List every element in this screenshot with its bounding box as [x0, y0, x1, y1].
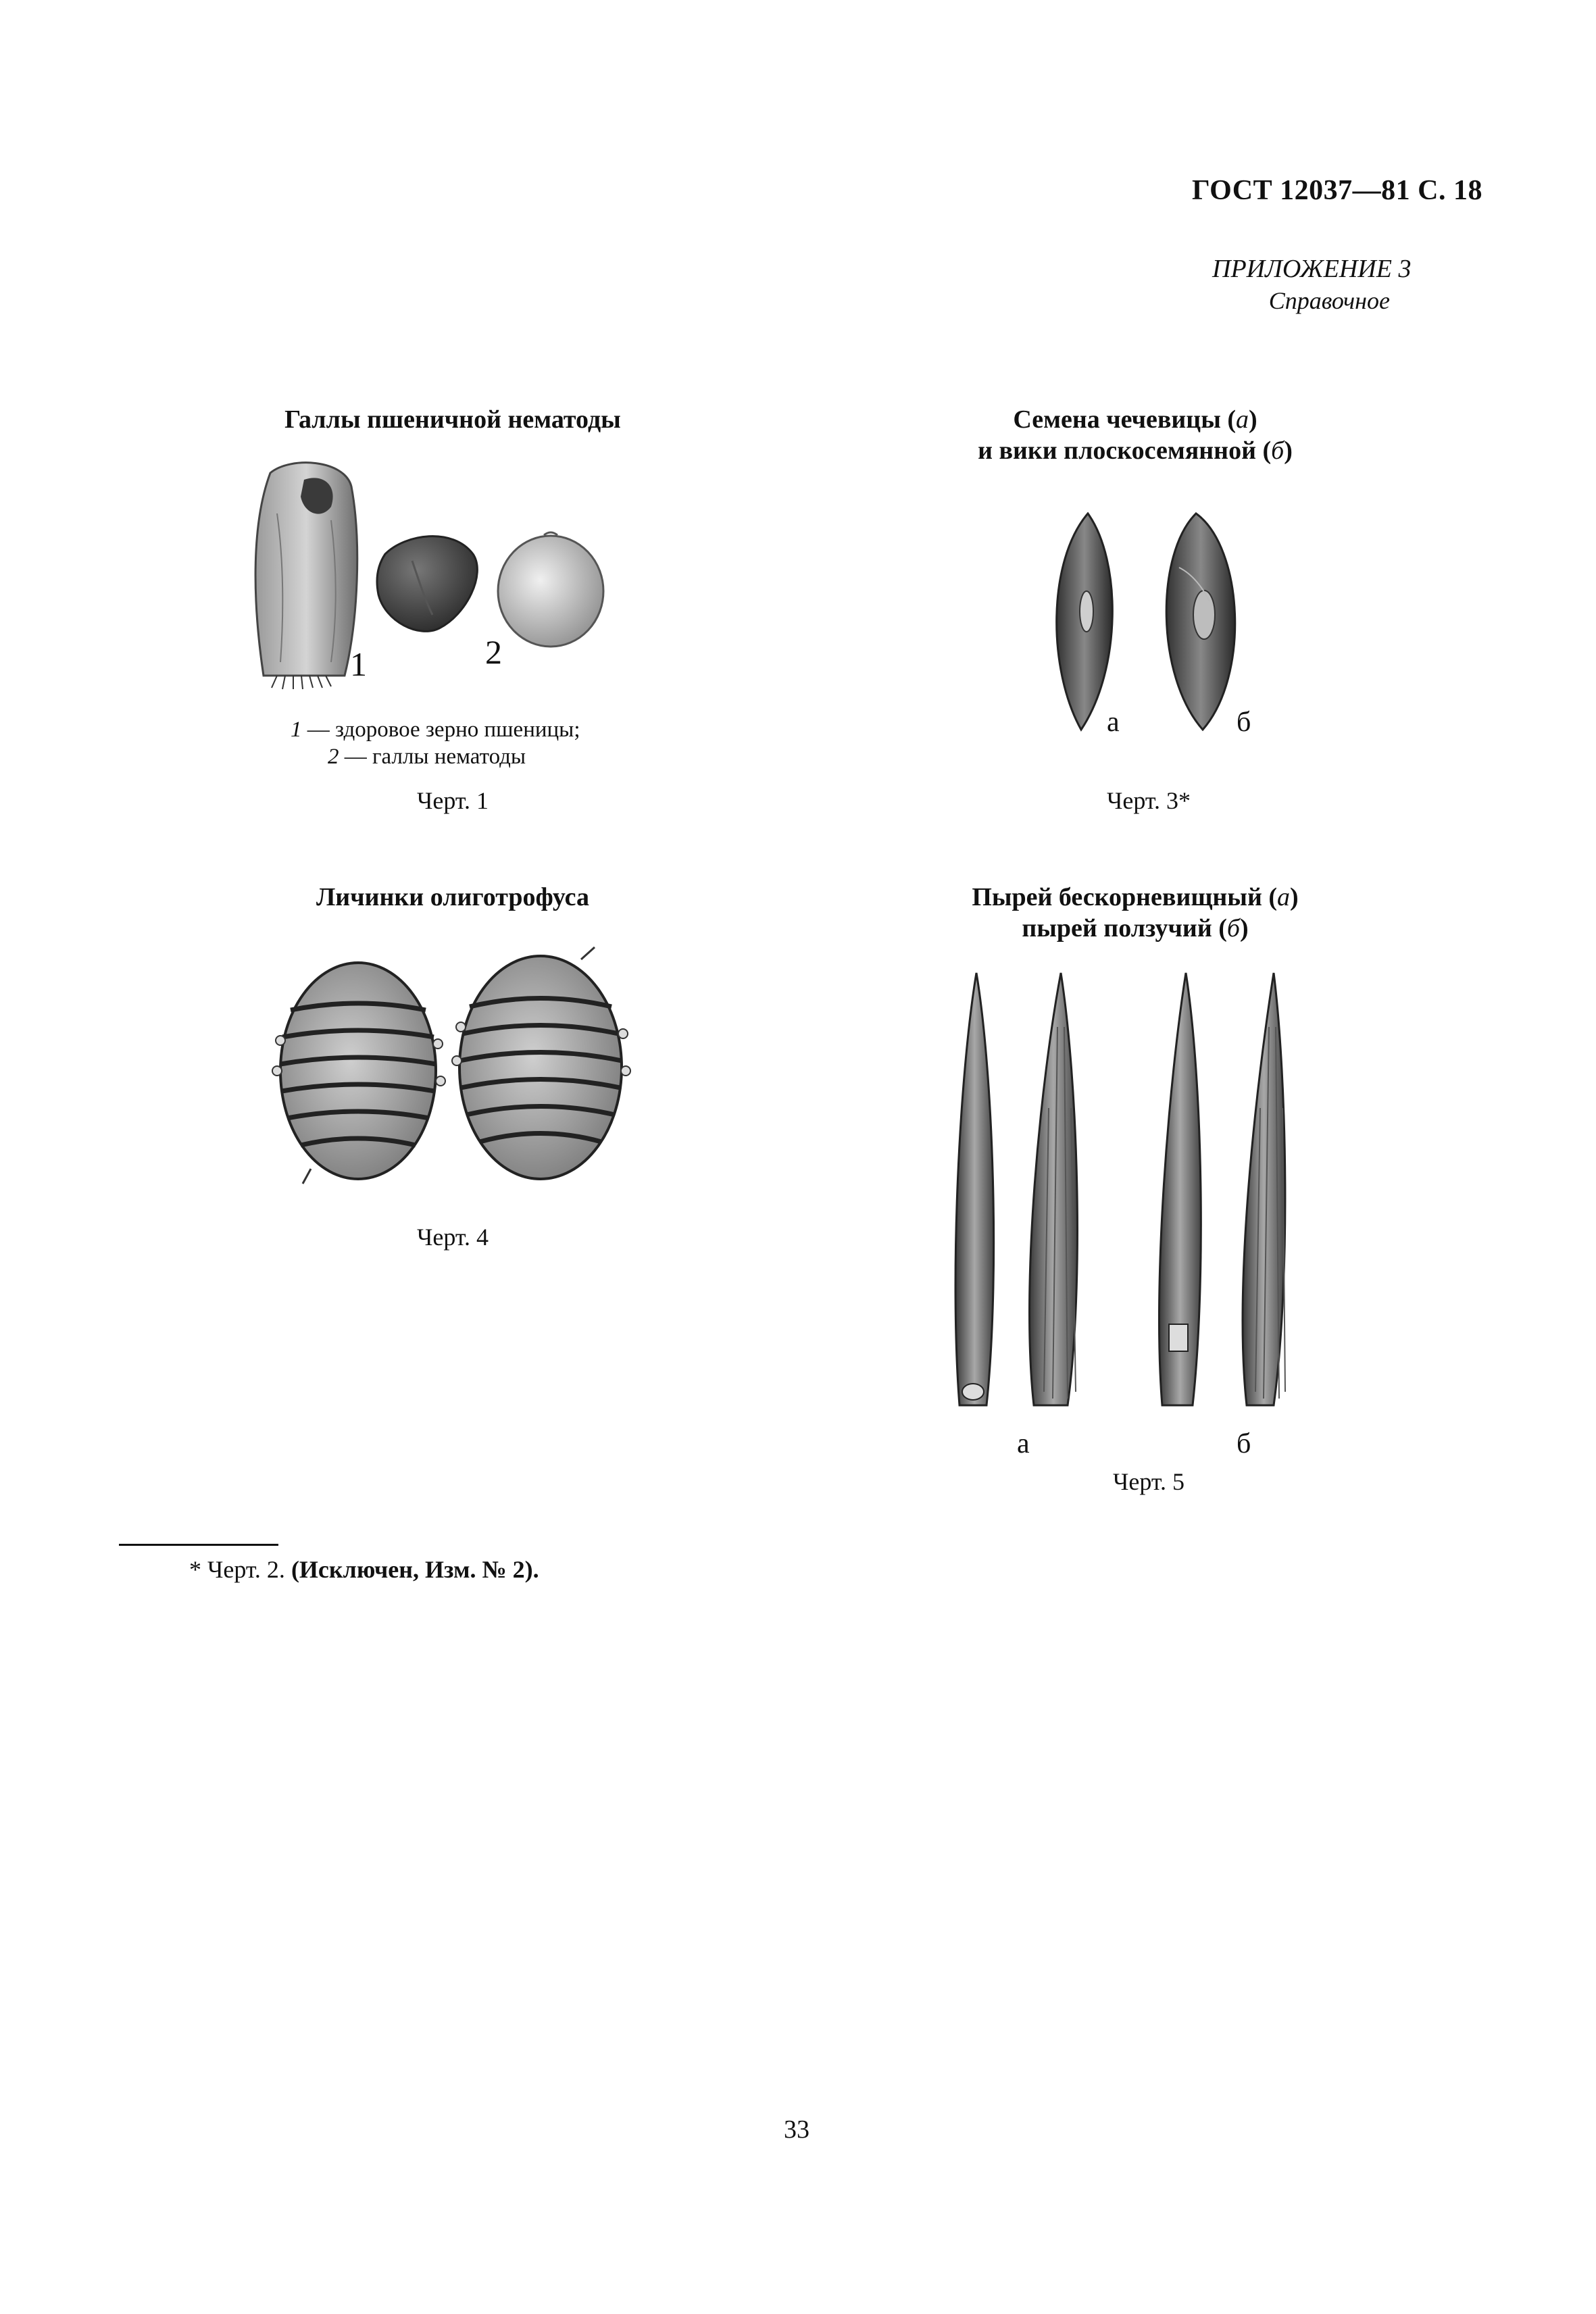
- couch-grass-a-front: [955, 973, 994, 1405]
- fig5-title: [878, 882, 1392, 944]
- fig4-caption: Черт. 4: [417, 1224, 489, 1251]
- fig1-label-2: 2: [485, 633, 502, 671]
- couch-grass-b-front: [1159, 973, 1201, 1405]
- footnote-rule: [119, 1544, 278, 1546]
- fig3-label-b: б: [1237, 707, 1251, 738]
- fig3-title-line2: и вики плоскосемянной (б): [978, 436, 1293, 465]
- fig1-legend-item-1: 1 — здоровое зерно пшеницы;: [291, 718, 580, 742]
- fig1-label-1: 1: [350, 645, 367, 683]
- appendix-label: ПРИЛОЖЕНИЕ 3: [1212, 255, 1412, 283]
- fig3-label-a: а: [1107, 707, 1120, 738]
- footnote: * Черт. 2. (Исключен, Изм. № 2).: [189, 1556, 539, 1583]
- fig5-illustration: [932, 973, 1338, 1459]
- fig1-caption: Черт. 1: [417, 787, 489, 814]
- vetch-seed: [1166, 513, 1235, 730]
- fig3-title-line1: Семена чечевицы (а): [1013, 405, 1257, 434]
- fig4-title: Личинки олиготрофуса: [316, 883, 589, 911]
- fig3-title: [878, 404, 1392, 466]
- fig1-legend: [291, 716, 669, 770]
- fig5-caption: Черт. 5: [1113, 1468, 1184, 1495]
- appendix-type: Справочное: [1268, 287, 1390, 314]
- fig1-title: Галлы пшеничной нематоды: [284, 405, 621, 434]
- couch-grass-a-back: [1030, 973, 1078, 1405]
- fig5-label-b: б: [1237, 1428, 1251, 1459]
- nematode-gall-light: [498, 532, 603, 647]
- fig5-title-line2: пырей ползучий (б): [1022, 914, 1249, 942]
- couch-grass-b-back: [1243, 973, 1285, 1405]
- page-number: 33: [784, 2115, 809, 2144]
- fig4-illustration: [264, 946, 642, 1196]
- document-header: ГОСТ 12037—81 С. 18: [1191, 175, 1482, 206]
- fig3-illustration: [1027, 507, 1311, 736]
- lentil-seed: [1057, 513, 1113, 730]
- larva-left: [272, 963, 445, 1184]
- fig5-title-line1: Пырей бескорневищный (а): [972, 883, 1299, 911]
- fig1-illustration: [250, 459, 628, 703]
- fig5-label-a: а: [1017, 1428, 1030, 1459]
- larva-right: [452, 947, 630, 1179]
- fig1-legend-item-2: 2 — галлы нематоды: [328, 745, 526, 769]
- nematode-gall-dark: [377, 536, 477, 632]
- fig3-caption: Черт. 3*: [1107, 787, 1191, 814]
- wheat-grain: [255, 463, 357, 689]
